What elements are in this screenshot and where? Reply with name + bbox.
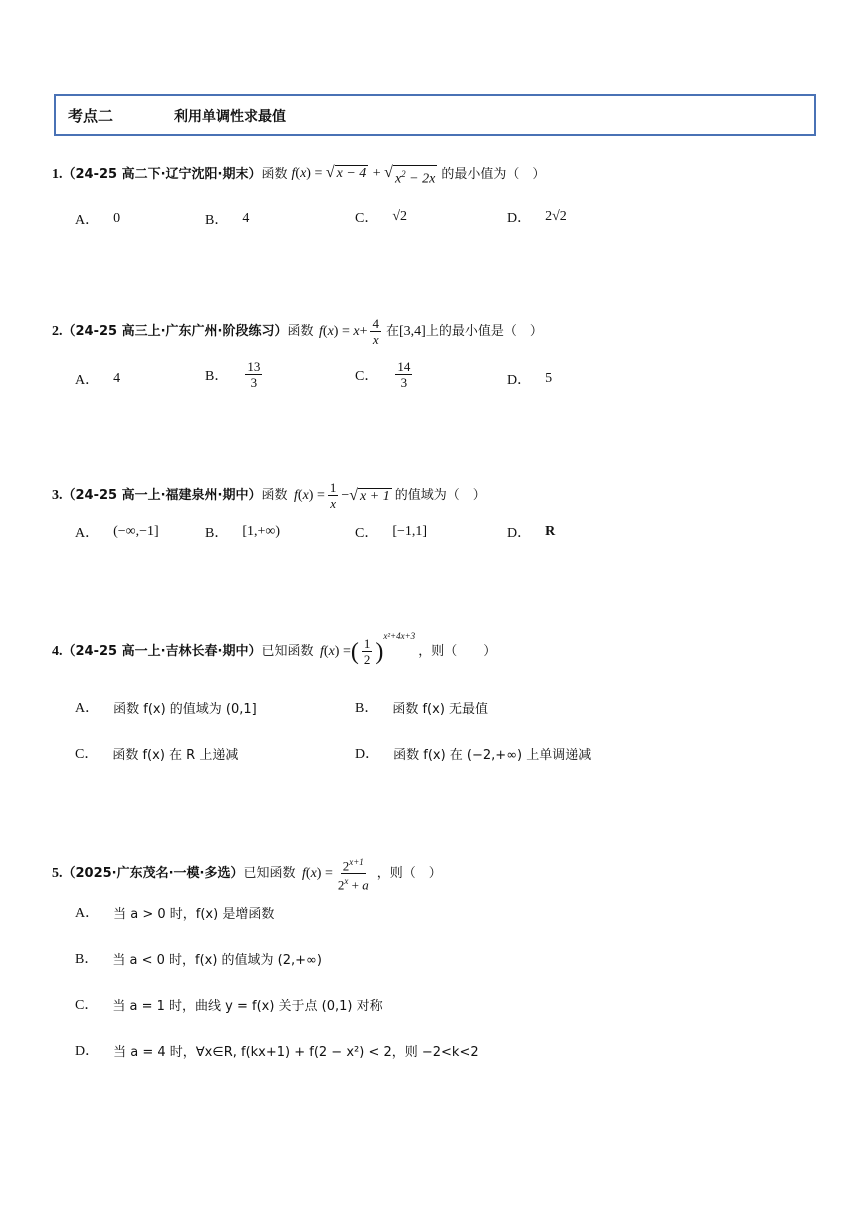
option-c[interactable] [75, 743, 238, 763]
option-label: A． [75, 906, 100, 921]
option-text: (−∞,−1] [113, 524, 159, 539]
option-label: D． [355, 747, 380, 762]
option-d[interactable] [75, 1040, 479, 1060]
option-c[interactable] [75, 994, 383, 1014]
option-label: A． [75, 213, 100, 228]
option-text: 4 [242, 211, 250, 226]
option-label: A． [75, 526, 100, 541]
option-text: 当 a = 4 时，∀x∈R, f(kx+1) + f(2 − x²) < 2，则 −2<k<2 [113, 1044, 479, 1060]
option-text: 0 [113, 211, 121, 226]
question-4 [52, 630, 497, 667]
option-a[interactable] [75, 369, 120, 389]
option-c[interactable] [355, 522, 427, 542]
option-b[interactable] [205, 522, 280, 542]
question-interval: [3,4] [398, 323, 426, 339]
option-label: B． [75, 952, 99, 967]
question-lead: 函数 [261, 487, 288, 503]
option-text: 4 [113, 371, 121, 386]
section-label: 考点二 [68, 107, 114, 125]
option-d[interactable] [507, 369, 552, 389]
question-number: 4. [52, 643, 63, 659]
question-lead: 函数 [261, 167, 288, 183]
question-source: （24-25 高一上·吉林长春·期中） [62, 643, 262, 659]
option-text: R [545, 524, 556, 539]
question-3 [52, 480, 486, 511]
question-1 [52, 163, 545, 188]
option-text: 2√2 [545, 209, 567, 224]
option-label: D． [507, 211, 532, 226]
option-text: √2 [392, 209, 408, 224]
question-number: 5. [52, 865, 63, 881]
option-label: C． [355, 526, 379, 541]
option-label: C． [355, 368, 379, 384]
question-lead: 函数 [287, 323, 314, 339]
question-formula: f(x) = √ x − 4 + √ $x^2 - 2x$ [291, 164, 436, 187]
question-formula: f ( x ) = ( $\frac{1}{2}$ ) x²+4x+3 [316, 630, 416, 667]
option-label: C． [75, 998, 99, 1013]
option-b[interactable] [205, 359, 265, 390]
question-source: （2025·广东茂名·一模·多选） [62, 865, 244, 881]
option-text: 函数 f(x) 在 (−2,+∞) 上单调递减 [393, 747, 592, 763]
option-b[interactable] [355, 697, 488, 717]
question-formula: f ( x ) = x + $\frac{4}{x}$ [315, 316, 379, 347]
question-source: （24-25 高三上·广东广州·阶段练习） [62, 323, 288, 339]
option-a[interactable] [75, 209, 120, 229]
option-a[interactable] [75, 697, 257, 717]
question-tail: 的最小值为（ ） [441, 167, 546, 183]
option-label: A． [75, 701, 100, 716]
option-text: [1,+∞) [242, 524, 281, 539]
option-d[interactable] [355, 743, 591, 763]
question-5 [52, 855, 442, 893]
question-mid: 在 [385, 323, 399, 339]
option-d[interactable] [507, 522, 555, 542]
option-label: A． [75, 373, 100, 388]
option-label: D． [507, 526, 532, 541]
question-source: （24-25 高二下·辽宁沈阳·期末） [62, 167, 262, 183]
option-a[interactable] [75, 902, 274, 922]
option-label: D． [75, 1044, 100, 1059]
question-tail: ，则（ ） [376, 865, 442, 881]
question-formula: f ( x ) = $\frac{1}{x}$ − √ x + 1 [290, 480, 390, 511]
option-label: C． [355, 211, 379, 226]
question-tail: 上的最小值是（ ） [425, 323, 543, 339]
option-text: 当 a > 0 时，f(x) 是增函数 [113, 906, 275, 922]
option-text: 函数 f(x) 的值域为 (0,1] [113, 701, 257, 717]
option-label: B． [205, 213, 229, 228]
option-text: [−1,1] [392, 524, 428, 539]
option-text: 当 a < 0 时，f(x) 的值域为 (2,+∞) [112, 952, 322, 968]
question-lead: 已知函数 [243, 865, 296, 881]
option-b[interactable] [75, 948, 322, 968]
option-label: B． [355, 701, 379, 716]
question-tail: 的值域为（ ） [394, 487, 486, 503]
option-text: 当 a = 1 时，曲线 y = f(x) 关于点 (0,1) 对称 [112, 998, 383, 1014]
option-text: 函数 f(x) 无最值 [392, 701, 489, 717]
option-a[interactable] [75, 522, 159, 542]
question-number: 1. [52, 167, 63, 183]
option-text: 函数 f(x) 在 R 上递减 [112, 747, 239, 763]
question-number: 3. [52, 487, 63, 503]
question-number: 2. [52, 323, 63, 339]
question-formula: f ( x ) = $\frac{2^{x+1}}{2^x + a}$ [298, 857, 369, 893]
option-b[interactable] [205, 209, 249, 229]
question-tail: ，则（ ） [418, 643, 497, 659]
option-label: D． [507, 373, 532, 388]
option-c[interactable] [355, 359, 415, 390]
section-title: 利用单调性求最值 [174, 109, 286, 125]
question-source: （24-25 高一上·福建泉州·期中） [62, 487, 262, 503]
question-2 [52, 316, 543, 347]
option-fraction: $\frac{13}{3}$ [247, 359, 261, 390]
question-lead: 已知函数 [261, 643, 314, 659]
section-header [54, 94, 816, 136]
option-c[interactable] [355, 207, 407, 227]
option-d[interactable] [507, 207, 567, 227]
option-text: 5 [545, 371, 553, 386]
option-label: C． [75, 747, 99, 762]
option-label: B． [205, 368, 229, 384]
option-fraction: $\frac{14}{3}$ [397, 359, 411, 390]
option-label: B． [205, 526, 229, 541]
